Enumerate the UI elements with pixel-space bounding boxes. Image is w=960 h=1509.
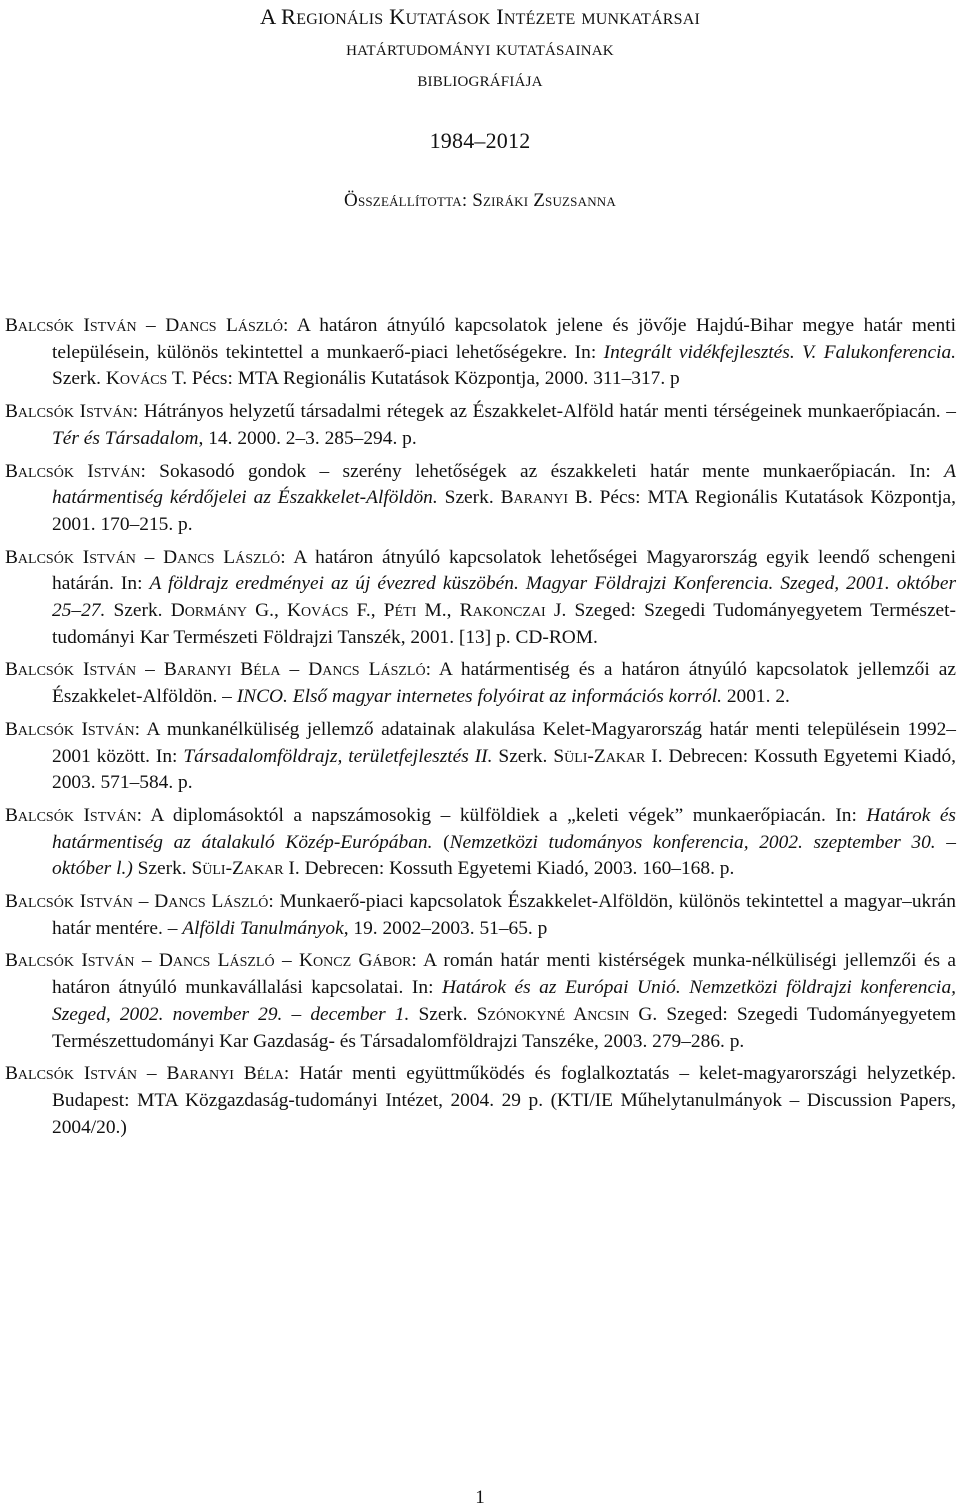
entry-text: 2001. 2. bbox=[722, 686, 790, 708]
entry-text: Pécs: MTA Regionális Kutatások Központja, 2000. 311–317. p bbox=[187, 368, 680, 390]
entry-editors: Szónokyné Ancsin G. bbox=[476, 1003, 658, 1025]
entry-text: : Hátrányos helyzetű társadalmi rétegek az Északkelet-Alföld határ menti térségeinek munkaerőpiacán. – bbox=[132, 401, 956, 423]
bibliography-entry bbox=[5, 803, 956, 883]
entry-authors: Balcsók István bbox=[5, 804, 137, 826]
entry-authors: Balcsók István – Baranyi Béla bbox=[5, 1063, 284, 1085]
entry-text: : A román határ menti kistérségek munka-nélküliségi jellemzői és a határon átnyúló munkavállalási kapcsolatai. In: bbox=[52, 950, 956, 999]
entry-text: : A munkanélküliség jellemző adatainak alakulása Kelet-Magyarország határ menti településein 1992–2001 között. In: bbox=[52, 718, 956, 767]
bibliography-entry bbox=[5, 948, 956, 1055]
entry-source: Határok és az Európai Unió. Nemzetközi földrajzi konferencia, Szeged, 2002. november 29. – december 1. bbox=[52, 977, 956, 1025]
entry-text: ( bbox=[432, 831, 450, 853]
entry-text: : A diplomásoktól a napszámosokig – külföldiek a „keleti végek” munkaerőpiacán. In: bbox=[136, 804, 867, 826]
entry-source: Alföldi Tanulmányok bbox=[182, 917, 344, 939]
entry-text: : A határon átnyúló kapcsolatok jelene és jövője Hajdú-Bihar megye határ menti településein, különös tekintettel a munkaerő-piaci lehetőségekre. In: bbox=[52, 315, 956, 363]
title-line-3: bibliográfiája bbox=[417, 67, 543, 91]
entry-source: INCO. Első magyar internetes folyóirat az információs korról. bbox=[236, 686, 722, 708]
entry-source: A földrajz eredményei az új évezred küszöbén. Magyar Földrajzi Konferencia. Szeged, 2001. október 25–27. bbox=[52, 573, 957, 622]
entry-source: Integrált vidékfejlesztés. V. Falukonferencia. bbox=[603, 341, 956, 363]
entry-text: : A határmentiség és a határon átnyúló kapcsolatok jellemzői az Északkelet-Alföldön. – bbox=[52, 659, 956, 708]
entry-editors: Baranyi B. bbox=[500, 487, 593, 509]
entry-authors: Balcsók István bbox=[5, 460, 141, 482]
entry-text: Szerk. bbox=[105, 600, 171, 622]
entry-text: Debrecen: Kossuth Egyetemi Kiadó, 2003. 160–168. p. bbox=[299, 858, 735, 880]
bibliography-entry bbox=[5, 889, 956, 942]
bibliography-entry bbox=[5, 1061, 956, 1141]
entry-editors: Süli-Zakar I. bbox=[553, 745, 663, 767]
entry-authors: Balcsók István – Baranyi Béla – Dancs László bbox=[5, 659, 426, 681]
entry-text: Szerk. bbox=[52, 368, 106, 390]
title-years: 1984–2012 bbox=[429, 128, 531, 153]
title-line-1: A Regionális Kutatások Intézete munkatársai bbox=[260, 4, 700, 29]
entry-source: Tér és Társadalom bbox=[52, 427, 199, 449]
entry-text: Szerk. bbox=[132, 858, 192, 880]
entry-text: Szeged: Szegedi Tudományegyetem Természet-tudományi Kar Természeti Földrajzi Tanszék, 2001. [13] p. CD-ROM. bbox=[52, 600, 957, 648]
entry-source: A határmentiség kérdőjelei az Északkelet-Alföldön. bbox=[52, 460, 957, 509]
title-line-2: határtudományi kutatásainak bbox=[346, 36, 614, 60]
entry-source: Társadalomföldrajz, területfejlesztés II. bbox=[183, 745, 493, 767]
entry-text: , 19. 2002–2003. 51–65. p bbox=[343, 917, 548, 939]
bibliography-entry bbox=[5, 399, 956, 452]
bibliography-entry bbox=[5, 545, 956, 652]
bibliography-entry bbox=[5, 717, 956, 797]
page-number: 1 bbox=[475, 1487, 485, 1508]
entry-authors: Balcsók István – Dancs László bbox=[5, 546, 281, 568]
entry-authors: Balcsók István bbox=[5, 718, 135, 740]
entry-text: : A határon átnyúló kapcsolatok lehetőségei Magyarország egyik leendő schengeni határán. In: bbox=[52, 546, 956, 595]
compiled-by: Összeállította: Sziráki Zsuzsanna bbox=[344, 190, 616, 211]
entry-editors: Süli-Zakar I. bbox=[191, 858, 300, 880]
bibliography-entry bbox=[5, 657, 956, 710]
entry-text: Szeged: Szegedi Tudományegyetem Természettudományi Kar Gazdaság- és Társadalomföldrajzi Tanszéke, 2003. 279–286. p. bbox=[52, 1003, 956, 1052]
entry-text: Pécs: MTA Regionális Kutatások Központja, 2001. 170–215. p. bbox=[52, 487, 956, 535]
entry-source: Határok és határmentiség az átalakuló Közép-Európában. bbox=[52, 804, 956, 853]
entry-text: Szerk. bbox=[409, 1003, 477, 1025]
entry-text: Szerk. bbox=[492, 745, 554, 767]
entry-text: : Sokasodó gondok – szerény lehetőségek az északkeleti határ mente munkaerőpiacán. In: bbox=[140, 460, 945, 482]
entry-authors: Balcsók István – Dancs László – Koncz Gábor bbox=[5, 950, 412, 972]
entry-text: Debrecen: Kossuth Egyetemi Kiadó, 2003. 571–584. p. bbox=[52, 745, 957, 794]
entry-editors: Dormány G., Kovács F., Péti M., Rakonczai J. bbox=[170, 600, 567, 622]
entry-text: : Munkaerő-piaci kapcsolatok Északkelet-Alföldön, különös tekintettel a magyar–ukrán határ mentére. – bbox=[52, 891, 956, 939]
entry-text: : Határ menti együttműködés és foglalkoztatás – kelet-magyarországi helyzetkép. Budapest: MTA Közgazdaság-tudományi Intézet, 2004. 29 p. (KTI/IE Műhelytanulmányok – Discussion Papers, 2004/20.) bbox=[52, 1063, 956, 1138]
entry-authors: Balcsók István – Dancs László bbox=[5, 315, 284, 336]
bibliography-entry bbox=[5, 313, 956, 393]
bibliography-list bbox=[5, 313, 956, 1147]
entry-source: Nemzetközi tudományos konferencia, 2002. szeptember 30. – október l.) bbox=[52, 831, 957, 880]
entry-text: , 14. 2000. 2–3. 285–294. p. bbox=[198, 427, 417, 449]
entry-authors: Balcsók István bbox=[5, 401, 133, 423]
entry-editors: Kovács T. bbox=[105, 368, 188, 390]
entry-authors: Balcsók István – Dancs László bbox=[5, 891, 269, 913]
bibliography-entry bbox=[5, 459, 956, 539]
entry-text: Szerk. bbox=[437, 487, 501, 509]
